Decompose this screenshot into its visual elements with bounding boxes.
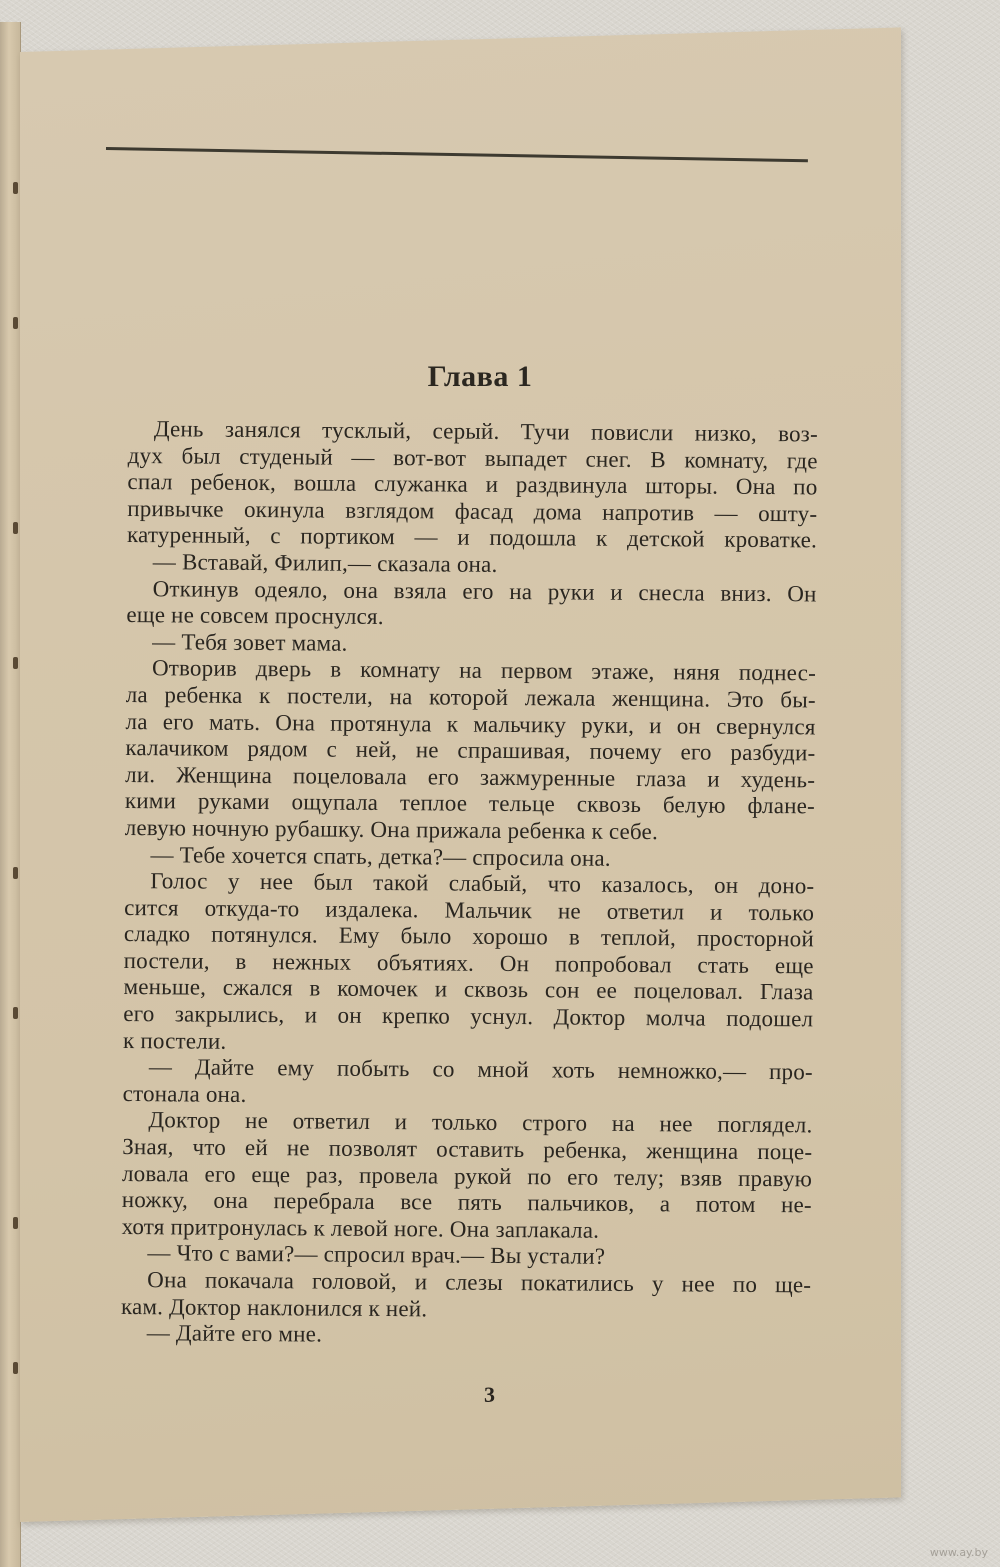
text-line: калачиком рядом с ней, не спрашивая, почему его разбуди- bbox=[125, 735, 816, 766]
text-line: — Что с вами?— спросил врач.— Вы устали? bbox=[147, 1240, 606, 1270]
text-line: ножку, она перебрала все пять пальчиков, а потом не- bbox=[121, 1187, 812, 1218]
text-line: спал ребенок, вошла служанка и раздвинула шторы. Она по bbox=[127, 469, 818, 500]
text-line: катуренный, с портиком — и подошла к детской кроватке. bbox=[126, 522, 818, 553]
text-line: — Дайте его мне. bbox=[146, 1320, 323, 1347]
text-line: меньше, сжался в комочек и сквозь сон ее поцеловал. Глаза bbox=[123, 974, 814, 1005]
text-line: постели, в нежных объятиях. Он попробовал стать еще bbox=[123, 947, 814, 979]
text-line: Откинув одеяло, она взяла его на руки и снесла вниз. Он bbox=[152, 575, 817, 606]
text-line: — Тебя зовет мама. bbox=[152, 628, 348, 656]
text-line: кам. Доктор наклонился к ней. bbox=[120, 1293, 428, 1321]
text-line: левую ночную рубашку. Она прижала ребенка к себе. bbox=[124, 814, 659, 845]
text-line: Зная, что ей не позволят оставить ребенка, женщина поце- bbox=[122, 1134, 813, 1165]
watermark: www.ay.by bbox=[929, 1546, 988, 1559]
text-line: ла ребенка к постели, на которой лежала женщина. Это бы- bbox=[125, 681, 816, 713]
text-line: Она покачала головой, и слезы покатились у нее по ще- bbox=[147, 1267, 812, 1298]
text-line: еще не совсем проснулся. bbox=[126, 602, 384, 630]
text-line: — Вставай, Филип,— сказала она. bbox=[152, 549, 498, 577]
text-line: Голос у нее был такой слабый, что казалось, он доно- bbox=[150, 868, 815, 899]
text-line: — Дайте ему побыть со мной хоть немножко,— про- bbox=[148, 1054, 813, 1085]
text-line: сится откуда-то издалека. Мальчик не ответил и только bbox=[124, 894, 815, 926]
text-line: привычке окинула взглядом фасад дома напротив — ошту- bbox=[127, 495, 818, 527]
text-line: его закрылись, и он крепко уснул. Доктор молча подошел bbox=[123, 1001, 814, 1032]
text-line: Отворив дверь в комнату на первом этаже, няня поднес- bbox=[151, 655, 817, 686]
text-line: ла его мать. Она протянула к мальчику руки, и он свернулся bbox=[125, 708, 816, 739]
text-line: — Тебе хочется спать, детка?— спросила она. bbox=[150, 841, 611, 871]
header-rule bbox=[106, 147, 808, 162]
text-line: ловала его еще раз, провела рукой по его телу; взяв правую bbox=[121, 1160, 813, 1192]
text-line: Доктор не ответил и только строго на нее поглядел. bbox=[148, 1107, 813, 1138]
text-line: стонала она. bbox=[122, 1080, 247, 1107]
text-line: ли. Женщина поцеловала его зажмуренные глаза и худень- bbox=[125, 761, 816, 793]
text-line: к постели. bbox=[122, 1027, 227, 1054]
text-line: хотя притронулась к левой ноге. Она заплакала. bbox=[121, 1213, 600, 1243]
chapter-body-text bbox=[121, 416, 828, 1352]
text-line: кими руками ощупала теплое тельце сквозь белую флане- bbox=[124, 788, 816, 819]
text-line: День занялся тусклый, серый. Тучи повисли низко, воз- bbox=[153, 416, 818, 447]
page-number: 3 bbox=[484, 1382, 495, 1407]
text-line: дух был студеный — вот-вот выпадет снег. В комнату, где bbox=[127, 442, 818, 474]
chapter-title: Глава 1 bbox=[427, 360, 533, 393]
text-line: сладко потянулся. Ему было хорошо в теплой, просторной bbox=[123, 921, 815, 952]
